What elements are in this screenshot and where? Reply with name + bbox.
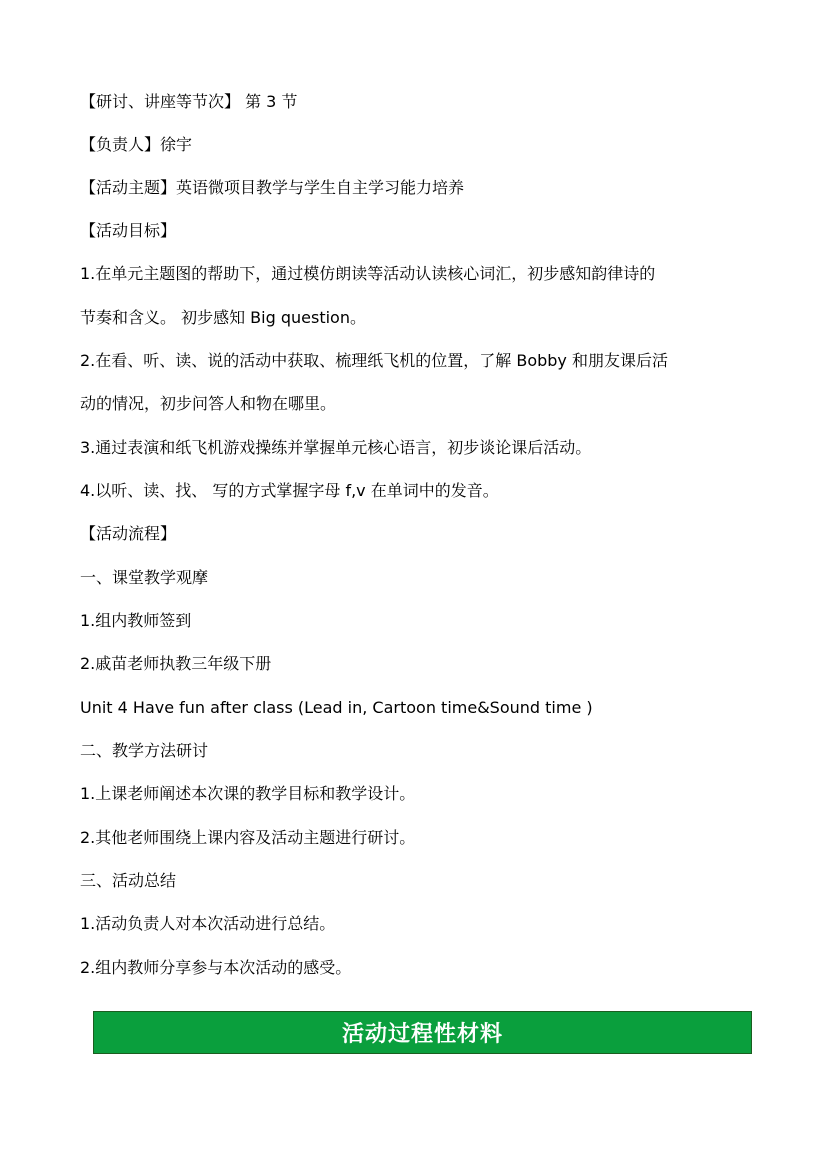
section-title: 三、活动总结 xyxy=(80,871,177,890)
goal-line: 节奏和含义。 初步感知 Big question。 xyxy=(80,308,366,327)
list-item: Unit 4 Have fun after class (Lead in, Cartoon time&Sound time ) xyxy=(80,698,593,717)
process-heading: 【活动流程】 xyxy=(80,524,177,543)
leader-line: 【负责人】徐宇 xyxy=(80,135,193,154)
list-item: 2.戚苗老师执教三年级下册 xyxy=(80,654,272,673)
banner-label: 活动过程性材料 xyxy=(341,1022,503,1047)
section-title: 一、课堂教学观摩 xyxy=(80,568,209,587)
list-item: 2.其他老师围绕上课内容及活动主题进行研讨。 xyxy=(80,828,416,847)
session-line: 【研讨、讲座等节次】 第 3 节 xyxy=(80,92,298,111)
goal-line: 动的情况，初步问答人和物在哪里。 xyxy=(80,394,337,413)
section-title: 二、教学方法研讨 xyxy=(80,741,209,760)
goal-line: 2.在看、听、读、说的活动中获取、梳理纸飞机的位置，了解 Bobby 和朋友课后活 xyxy=(80,351,668,370)
goals-heading: 【活动目标】 xyxy=(80,221,177,240)
goal-line: 3.通过表演和纸飞机游戏操练并掌握单元核心语言，初步谈论课后活动。 xyxy=(80,438,592,457)
list-item: 1.活动负责人对本次活动进行总结。 xyxy=(80,914,336,933)
goal-line: 4.以听、读、找、 写的方式掌握字母 f,v 在单词中的发音。 xyxy=(80,481,499,500)
list-item: 1.组内教师签到 xyxy=(80,611,192,630)
list-item: 1.上课老师阐述本次课的教学目标和教学设计。 xyxy=(80,784,416,803)
process-materials-banner xyxy=(93,1011,752,1054)
theme-line: 【活动主题】英语微项目教学与学生自主学习能力培养 xyxy=(80,178,465,197)
list-item: 2.组内教师分享参与本次活动的感受。 xyxy=(80,958,352,977)
goal-line: 1.在单元主题图的帮助下，通过模仿朗读等活动认读核心词汇，初步感知韵律诗的 xyxy=(80,264,656,283)
